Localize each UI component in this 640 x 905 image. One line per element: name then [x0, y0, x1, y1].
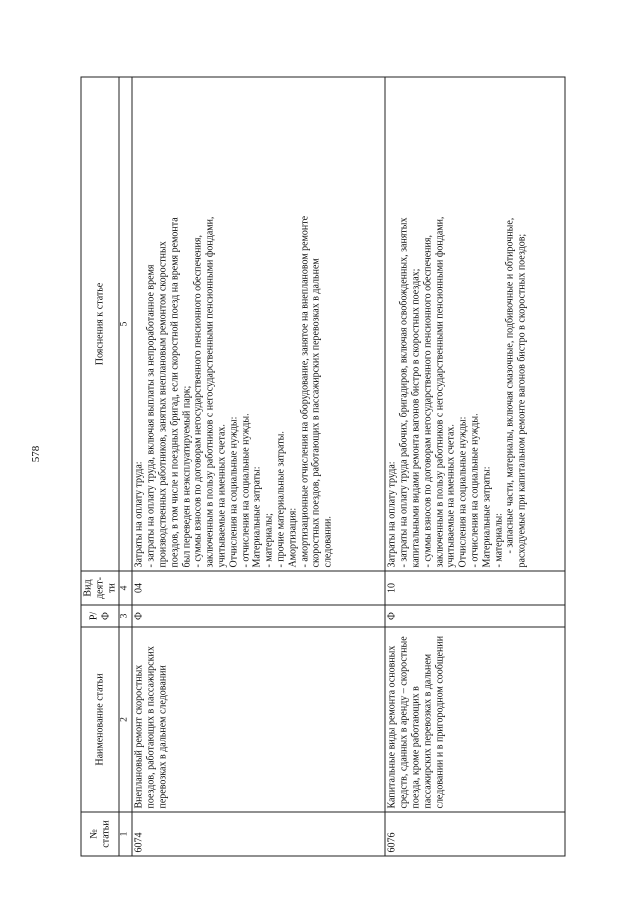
explanation-line: - амортизационные отчисления на оборудование, занятое на внеплановом ремонте — [299, 215, 311, 568]
explanation-line: Амортизация: — [287, 507, 299, 568]
explanation-line: - материалы; — [263, 513, 275, 568]
explanation-line: Затраты на оплату труда: — [386, 461, 398, 568]
explanation-line: учитываемые на именных счетах. — [445, 424, 457, 568]
explanation-line: Затраты на оплату труда: — [133, 461, 145, 568]
table-row — [385, 77, 565, 856]
explanation-line: скоростных поездов, работающих в пассажирских перевозках в дальнем — [310, 258, 322, 568]
explanation-line: - материалы: — [493, 513, 505, 568]
column-number: 4 — [119, 571, 132, 605]
explanation-line: - суммы взносов по договорам негосударственного пенсионного обеспечения, — [192, 235, 204, 568]
articles-table — [81, 77, 566, 857]
explanation-line: - прочие материальные затраты. — [275, 431, 287, 568]
explanation-line: расходуемые при капитальном ремонте вагонов бистро в скоростных поездов; — [516, 233, 528, 568]
column-number: 3 — [119, 605, 132, 627]
page-number: 578 — [30, 445, 42, 463]
explanation-line: - отчисления на социальные нужды. — [240, 413, 252, 568]
header-activity-type: Вид деят-ти — [81, 571, 119, 605]
article-rf: Ф — [385, 605, 565, 627]
header-explanation: Пояснения к статье — [81, 77, 119, 571]
explanation-line: Материальные затраты: — [481, 466, 493, 568]
table-row — [132, 77, 385, 856]
header-article-name: Наименование статьи — [81, 627, 119, 812]
explanation-line: капитальными видами ремонта вагонов бистро в скоростных поездах; — [410, 268, 422, 568]
column-number: 5 — [119, 77, 132, 571]
explanation-line: поездов, в том числе и поездных бригад, если скоростной поезд на время ремонта — [169, 217, 181, 568]
column-number-row — [119, 77, 132, 856]
explanation-line: - отчисления на социальные нужды. — [469, 413, 481, 568]
explanation-line: - суммы взносов по договорам негосударственного пенсионного обеспечения, — [422, 235, 434, 568]
explanation-line: - затраты на оплату труда рабочих, бригадиров, включая освобожденных, занятых — [398, 217, 410, 568]
header-row — [81, 77, 119, 856]
explanation-line: производственных работников, занятых внеплановым ремонтом скоростных — [157, 241, 169, 568]
rotated-table-container — [81, 77, 566, 857]
explanation-line: - запасные части, материалы, включая смазочные, подбивочные и обтирочные, — [504, 217, 516, 554]
explanation-line: следовании. — [322, 516, 334, 568]
column-number: 2 — [119, 627, 132, 812]
article-explanation — [132, 77, 385, 571]
explanation-line: заключенным в пользу работников с негосударственными пенсионными фондами, — [204, 216, 216, 568]
explanation-line: был переведен в неэксплуатируемый парк; — [181, 385, 193, 568]
header-rf: Р/ Ф — [81, 605, 119, 627]
article-rf: Ф — [132, 605, 385, 627]
article-name: Капитальные виды ремонта основных средств, сданных в аренду – скоростные поезда, кроме работающих в пассажирских перевозках в дальнем следовании и в пригородном сообщении — [385, 627, 565, 812]
explanation-line: Отчисления на социальные нужды: — [228, 416, 240, 568]
explanation-line: - затраты на оплату труда, включая выплаты за непроработанное время — [145, 264, 157, 568]
explanation-line: заключенным в пользу работников с негосударственными пенсионными фондами, — [434, 216, 446, 568]
article-activity: 10 — [385, 571, 565, 605]
explanation-line: Материальные затраты: — [251, 466, 263, 568]
article-number: 6074 — [132, 812, 385, 856]
article-explanation — [385, 77, 565, 571]
article-name: Внеплановый ремонт скоростных поездов, работающих в пассажирских перевозках в дальнем следовании — [132, 627, 385, 812]
header-article-number: № статьи — [81, 812, 119, 856]
article-number: 6076 — [385, 812, 565, 856]
column-number: 1 — [119, 812, 132, 856]
explanation-line: учитываемые на именных счетах. — [216, 424, 228, 568]
explanation-line: Отчисления на социальные нужды: — [457, 416, 469, 568]
article-activity: 04 — [132, 571, 385, 605]
